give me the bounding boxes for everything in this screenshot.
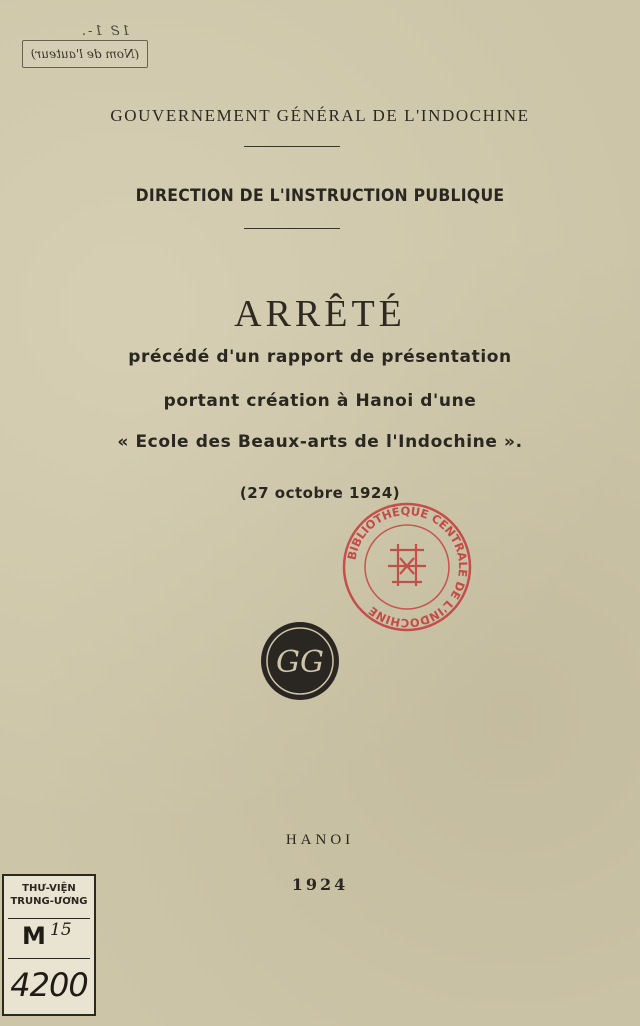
catalog-shelf-sub: 15: [50, 920, 72, 940]
library-stamp: [340, 500, 474, 634]
catalog-label: [2, 874, 96, 1016]
author-label: (Nom de l'auteur): [22, 40, 148, 68]
catalog-number: 4200: [10, 966, 88, 1004]
government-title: GOUVERNEMENT GÉNÉRAL DE L'INDOCHINE: [110, 106, 530, 125]
monogram-emblem: [259, 620, 341, 702]
direction-heading: DIRECTION DE L'INSTRUCTION PUBLIQUE: [135, 186, 505, 206]
document-date: (27 octobre 1924): [239, 484, 401, 502]
catalog-library-name: THƯ-VIỆN TRUNG-ƯƠNG: [10, 883, 88, 907]
divider-rule: [8, 958, 90, 959]
subtitle-line-2: portant création à Hanoi d'une: [163, 391, 477, 411]
handwritten-note: 1Ƨ 1-.: [79, 24, 130, 39]
imprint-city: HANOI: [285, 832, 355, 848]
catalog-shelf: M: [22, 922, 46, 950]
subtitle-line-3: « Ecole des Beaux-arts de l'Indochine ».: [117, 432, 523, 452]
imprint-year: 1924: [291, 875, 349, 894]
subtitle-line-1: précédé d'un rapport de présentation: [128, 347, 512, 367]
divider-rule: [8, 918, 90, 919]
stamp-text: BIBLIOTHÈQUE CENTRALE DE L'INDOCHINE: [344, 503, 471, 631]
divider-rule: [244, 146, 340, 147]
document-title: ARRÊTÉ: [234, 293, 406, 335]
monogram-text: GG: [276, 645, 324, 680]
divider-rule: [244, 228, 340, 229]
